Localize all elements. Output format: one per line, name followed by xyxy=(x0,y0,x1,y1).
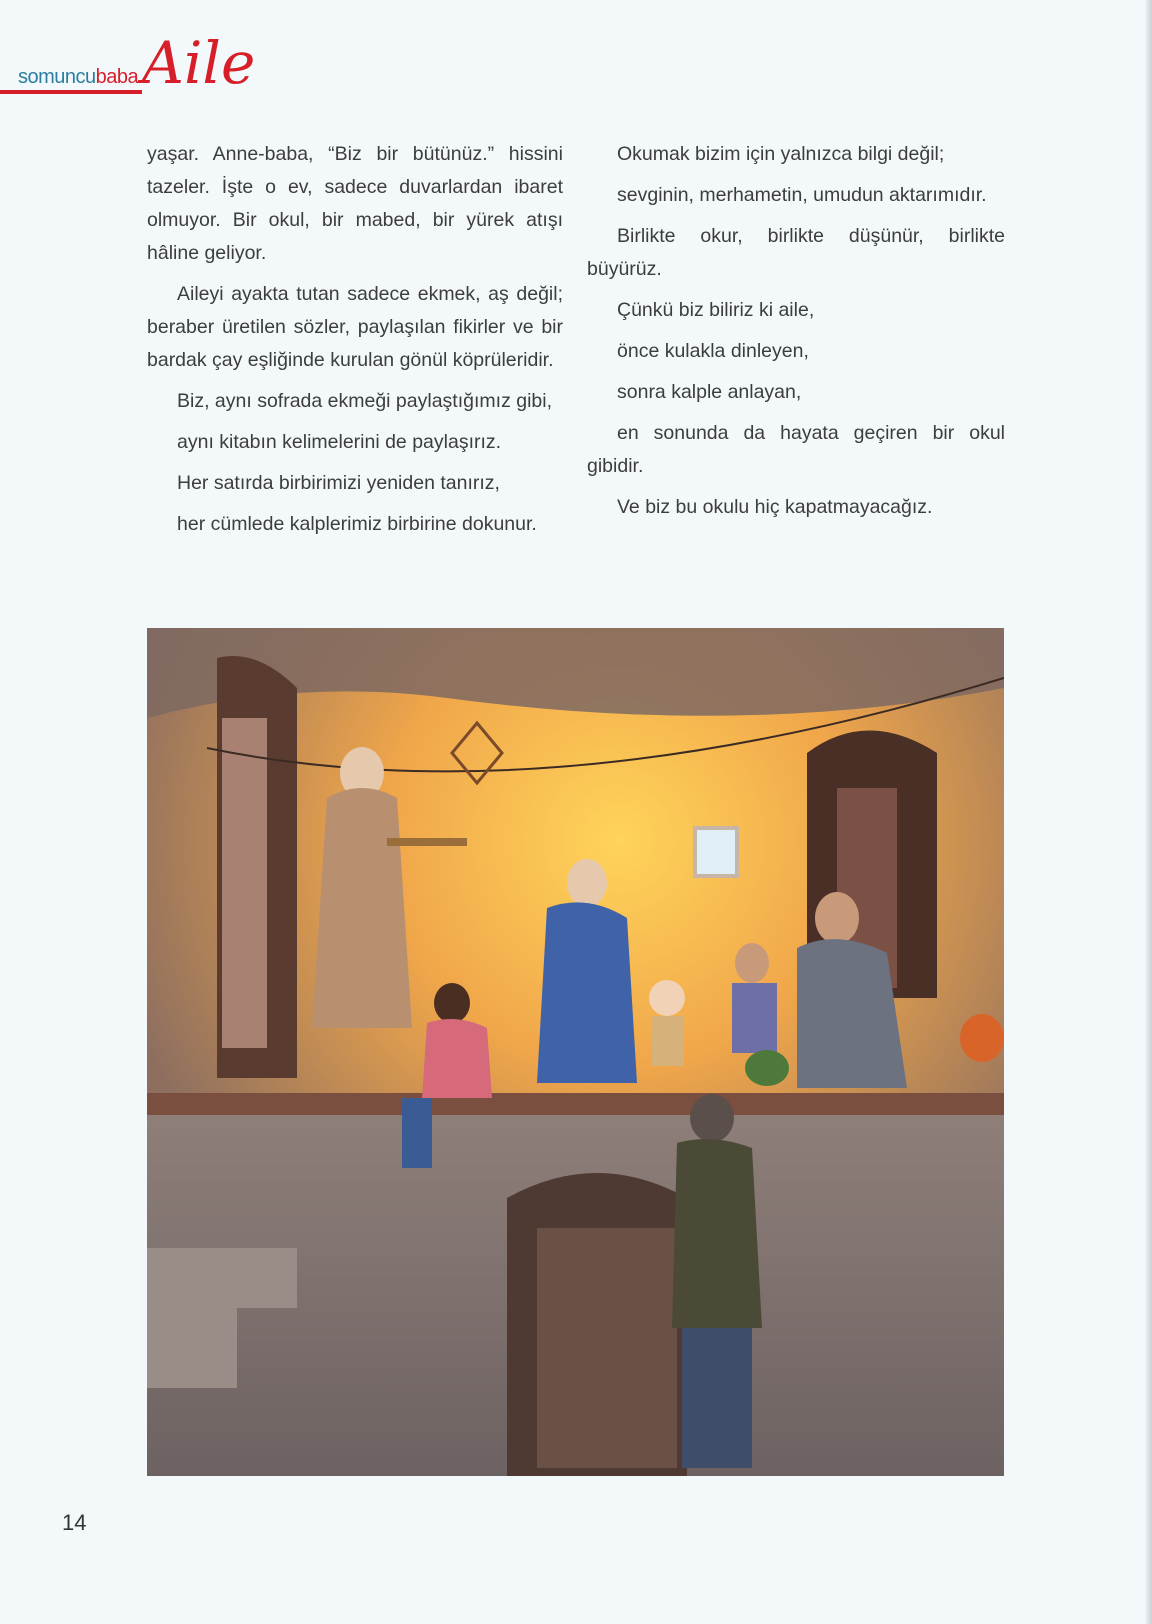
paragraph: sevginin, merhametin, umudun aktarımıdır. xyxy=(617,184,987,206)
paragraph: en sonunda da hayata geçiren bir okul gibidir. xyxy=(587,422,1005,477)
paragraph: önce kulakla dinleyen, xyxy=(617,340,809,362)
paragraph: sonra kalple anlayan, xyxy=(617,381,802,403)
section-title: Aile xyxy=(142,29,256,97)
magazine-brand xyxy=(0,29,260,114)
left-text-column xyxy=(147,138,563,549)
paragraph: Ve biz bu okulu hiç kapatmayacağız. xyxy=(617,496,933,518)
illustration-svg xyxy=(147,628,1004,1476)
paragraph: her cümlede kalplerimiz birbirine dokunur. xyxy=(177,513,537,535)
family-courtyard-illustration xyxy=(147,628,1004,1476)
paragraph: Birlikte okur, birlikte düşünür, birlikte büyürüz. xyxy=(587,225,1005,280)
page-edge-shadow xyxy=(1146,0,1152,1624)
paragraph: Okumak bizim için yalnızca bilgi değil; xyxy=(617,143,945,165)
paragraph: aynı kitabın kelimelerini de paylaşırız. xyxy=(177,431,502,453)
paragraph: Aileyi ayakta tutan sadece ekmek, aş değil; beraber üretilen sözler, paylaşılan fikirler ve bir bardak çay eşliğinde kurulan gönül köprüleridir. xyxy=(147,283,563,371)
paragraph: yaşar. Anne-baba, “Biz bir bütünüz.” hissini tazeler. İşte o ev, sadece duvarlardan ibaret olmuyor. Bir okul, bir mabed, bir yürek atışı hâline geliyor. xyxy=(147,143,563,264)
brand-red-rule xyxy=(0,90,142,94)
paragraph: Biz, aynı sofrada ekmeği paylaştığımız gibi, xyxy=(177,390,553,412)
page-number: 14 xyxy=(62,1510,87,1535)
brand-name: somuncubaba xyxy=(18,66,139,88)
paragraph: Çünkü biz biliriz ki aile, xyxy=(617,299,815,321)
paragraph: Her satırda birbirimizi yeniden tanırız, xyxy=(177,472,500,494)
right-text-column xyxy=(587,138,1005,532)
